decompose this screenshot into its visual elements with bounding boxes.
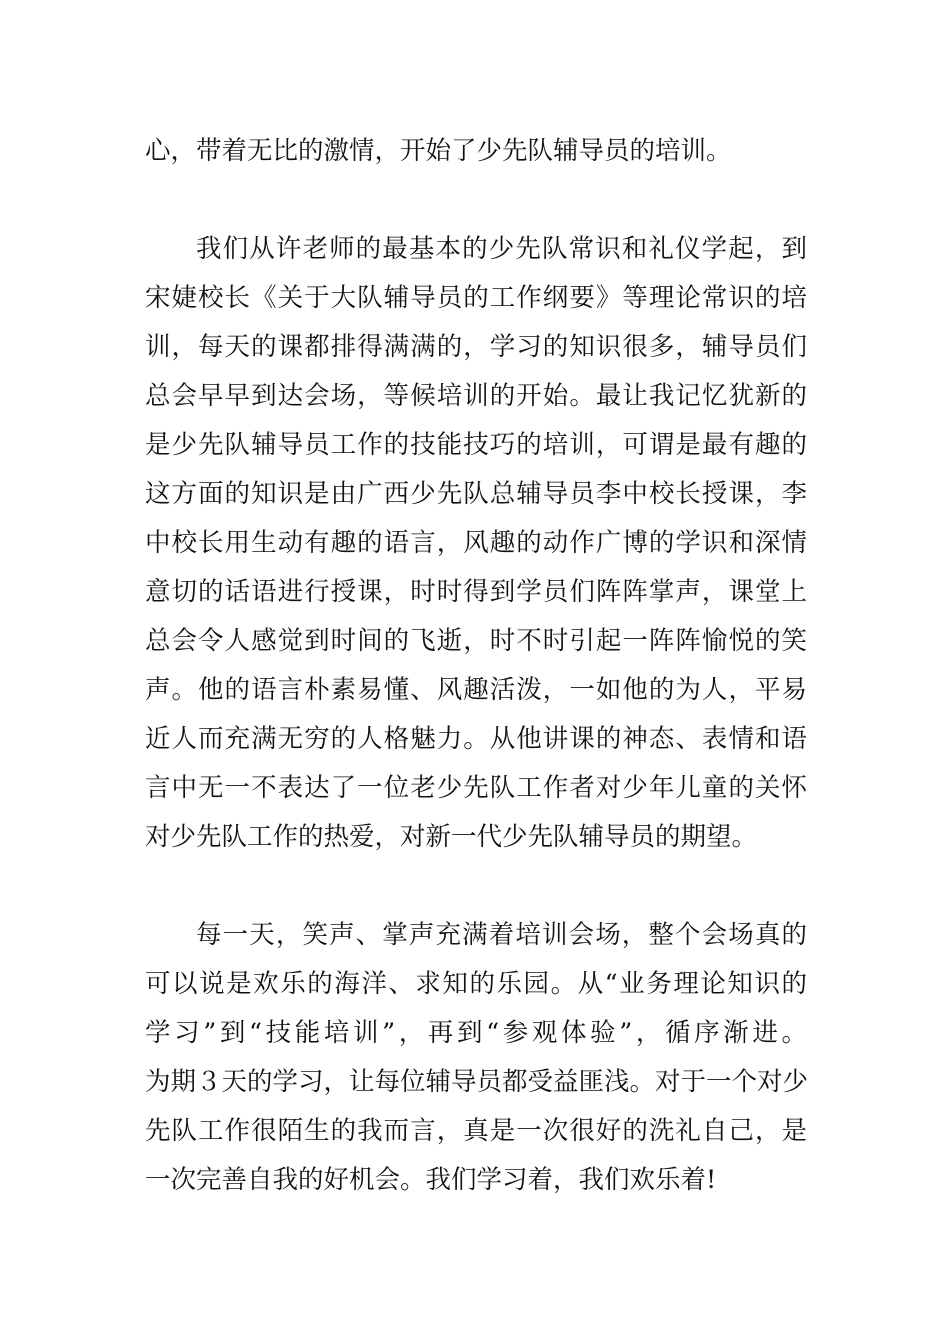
- paragraph-2-line-12: 言中无一不表达了一位老少先队工作者对少年儿童的关怀: [145, 773, 807, 803]
- paragraph-2-line-11: 近人而充满无穷的人格魅力。从他讲课的神态、表情和语: [145, 724, 807, 754]
- paragraph-2-line-9: 总会令人感觉到时间的飞逝，时不时引起一阵阵愉悦的笑: [145, 626, 807, 656]
- paragraph-3-line-2: 可以说是欢乐的海洋、求知的乐园。从“业务理论知识的: [145, 969, 807, 999]
- paragraph-2-line-1: 我们从许老师的最基本的少先队常识和礼仪学起，到: [196, 234, 807, 264]
- paragraph-2-line-2: 宋婕校长《关于大队辅导员的工作纲要》等理论常识的培: [145, 283, 807, 313]
- paragraph-2-line-7: 中校长用生动有趣的语言，风趣的动作广博的学识和深情: [145, 528, 807, 558]
- paragraph-3-line-3: 学习”到“技能培训”，再到“参观体验”，循序渐进。: [145, 1018, 807, 1048]
- paragraph-2-line-6: 这方面的知识是由广西少先队总辅导员李中校长授课，李: [145, 479, 807, 509]
- paragraph-3-line-1: 每一天，笑声、掌声充满着培训会场，整个会场真的: [196, 920, 807, 950]
- paragraph-3-line-4: 为期３天的学习，让每位辅导员都受益匪浅。对于一个对少: [145, 1067, 809, 1097]
- paragraph-2-line-13: 对少先队工作的热爱，对新一代少先队辅导员的期望。: [145, 822, 758, 852]
- paragraph-2-line-10: 声。他的语言朴素易懂、风趣活泼，一如他的为人，平易: [145, 675, 807, 705]
- paragraph-2-line-5: 是少先队辅导员工作的技能技巧的培训，可谓是最有趣的: [145, 430, 807, 460]
- paragraph-1-line-1: 心，带着无比的激情，开始了少先队辅导员的培训。: [145, 136, 732, 166]
- paragraph-2-line-4: 总会早早到达会场，等候培训的开始。最让我记忆犹新的: [145, 381, 807, 411]
- paragraph-2-line-3: 训，每天的课都排得满满的，学习的知识很多，辅导员们: [145, 332, 807, 362]
- paragraph-3-line-6: 一次完善自我的好机会。我们学习着，我们欢乐着!: [145, 1165, 717, 1195]
- paragraph-3-line-5: 先队工作很陌生的我而言，真是一次很好的洗礼自己，是: [145, 1116, 807, 1146]
- paragraph-2-line-8: 意切的话语进行授课，时时得到学员们阵阵掌声，课堂上: [145, 577, 807, 607]
